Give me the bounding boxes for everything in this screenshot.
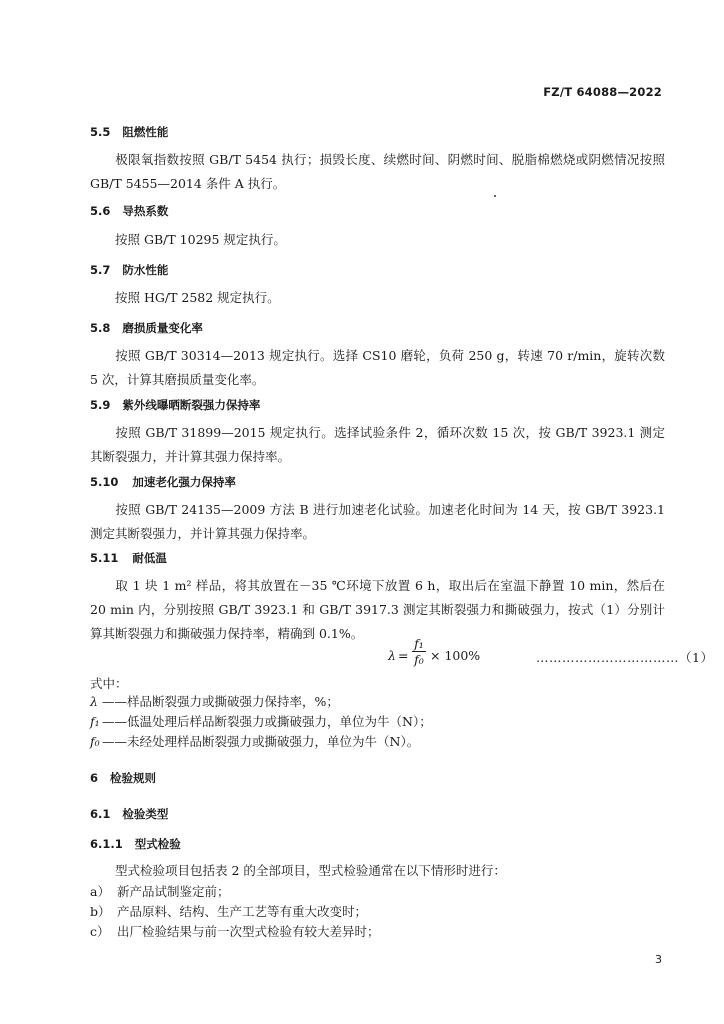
symbol-description: ——未经处理样品断裂强力或撕破强力，单位为牛（N）。 — [102, 734, 420, 749]
paragraph-5-9 — [90, 421, 665, 469]
section-title: 导热系数 — [122, 204, 169, 218]
where-item — [90, 732, 419, 750]
symbol-description: ——低温处理后样品断裂强力或撕破强力，单位为牛（N）； — [102, 714, 432, 729]
list-item — [90, 882, 230, 900]
section-title: 检验类型 — [122, 807, 169, 821]
section-number: 6 — [90, 771, 99, 785]
section-number: 5.5 — [90, 125, 111, 139]
standard-code: FZ/T 64088—2022 — [543, 85, 662, 99]
formula — [388, 637, 480, 677]
list-text: 产品原料、结构、生产工艺等有重大改变时； — [117, 904, 368, 919]
paragraph-text: 极限氧指数按照 GB/T 5454 执行；损毁长度、续燃时间、阴燃时间、脱脂棉燃烧或阴燃情况按照 GB/T 5455—2014 条件 A 执行。 — [90, 152, 665, 191]
heading-6-1-1 — [90, 836, 181, 852]
section-title: 检验规则 — [110, 771, 157, 785]
heading-6-1 — [90, 806, 168, 822]
paragraph-5-7 — [90, 286, 665, 310]
section-number: 5.11 — [90, 551, 119, 565]
scan-speck — [494, 195, 496, 197]
list-text: 出厂检验结果与前一次型式检验有较大差异时； — [117, 924, 380, 939]
heading-5-5 — [90, 124, 168, 140]
paragraph-text: 按照 GB/T 10295 规定执行。 — [115, 232, 286, 247]
section-number: 6.1 — [90, 807, 111, 821]
formula-multiplier: × 100% — [430, 648, 481, 663]
paragraph-5-5 — [90, 148, 665, 196]
equation-number: ……………………………（1） — [536, 650, 714, 665]
paragraph-5-6 — [90, 228, 665, 252]
formula-lhs: λ — [388, 648, 396, 663]
heading-5-11 — [90, 550, 167, 566]
section-title: 型式检验 — [134, 837, 181, 851]
formula-equals: = — [398, 648, 409, 663]
where-item — [90, 712, 432, 730]
list-text: 新产品试制鉴定前； — [117, 884, 230, 899]
paragraph-5-11 — [90, 574, 665, 646]
symbol: f₁ — [90, 714, 100, 729]
section-number: 5.7 — [90, 263, 111, 277]
section-number: 6.1.1 — [90, 837, 123, 851]
section-title: 防水性能 — [122, 263, 169, 277]
section-title: 磨损质量变化率 — [122, 321, 203, 335]
list-label: a） — [90, 884, 110, 899]
symbol-description: ——样品断裂强力或撕破强力保持率，%； — [102, 694, 339, 709]
symbol: λ — [90, 694, 98, 709]
paragraph-text: 按照 GB/T 31899—2015 规定执行。选择试验条件 2，循环次数 15 次，按 GB/T 3923.1 测定其断裂强力，并计算其强力保持率。 — [90, 425, 665, 464]
paragraph-text: 取 1 块 1 m² 样品，将其放置在－35 ℃环境下放置 6 h，取出后在室温下静置 10 min，然后在 20 min 内，分别按照 GB/T 3923.1 和 GB/T 3917.3 测定其断裂强力和撕破强力，按式（1）分别计算其断裂强力和撕破强力保持率，精确到 0.1%。 — [90, 578, 665, 641]
heading-5-6 — [90, 203, 168, 219]
section-number: 5.9 — [90, 398, 111, 412]
section-number: 5.8 — [90, 321, 111, 335]
formula-numerator: f₁ — [414, 636, 424, 651]
paragraph-text: 型式检验项目包括表 2 的全部项目，型式检验通常在以下情形时进行： — [115, 863, 506, 878]
section-title: 阻燃性能 — [122, 125, 169, 139]
list-label: b） — [90, 904, 111, 919]
symbol: f₀ — [90, 734, 100, 749]
section-title: 紫外线曝晒断裂强力保持率 — [122, 398, 261, 412]
section-number: 5.6 — [90, 204, 111, 218]
paragraph-text: 按照 HG/T 2582 规定执行。 — [115, 290, 280, 305]
where-item — [90, 692, 339, 710]
formula-fraction — [412, 637, 426, 668]
paragraph-5-8 — [90, 344, 665, 392]
heading-5-9 — [90, 397, 260, 413]
list-item — [90, 922, 380, 940]
heading-5-8 — [90, 320, 203, 336]
paragraph-6-1-1 — [90, 859, 665, 883]
page-number: 3 — [655, 953, 662, 966]
section-number: 5.10 — [90, 475, 119, 489]
heading-5-7 — [90, 262, 168, 278]
where-label: 式中： — [90, 676, 128, 691]
paragraph-5-10 — [90, 498, 665, 546]
heading-6 — [90, 770, 156, 786]
list-label: c） — [90, 924, 110, 939]
paragraph-text: 按照 GB/T 30314—2013 规定执行。选择 CS10 磨轮，负荷 250 g，转速 70 r/min，旋转次数 5 次，计算其磨损质量变化率。 — [90, 348, 665, 387]
list-item — [90, 902, 367, 920]
formula-denominator: f₀ — [414, 652, 424, 667]
section-title: 耐低温 — [132, 551, 167, 565]
heading-5-10 — [90, 474, 236, 490]
paragraph-text: 按照 GB/T 24135—2009 方法 B 进行加速老化试验。加速老化时间为 14 天，按 GB/T 3923.1 测定其断裂强力，并计算其强力保持率。 — [90, 502, 665, 541]
section-title: 加速老化强力保持率 — [132, 475, 236, 489]
